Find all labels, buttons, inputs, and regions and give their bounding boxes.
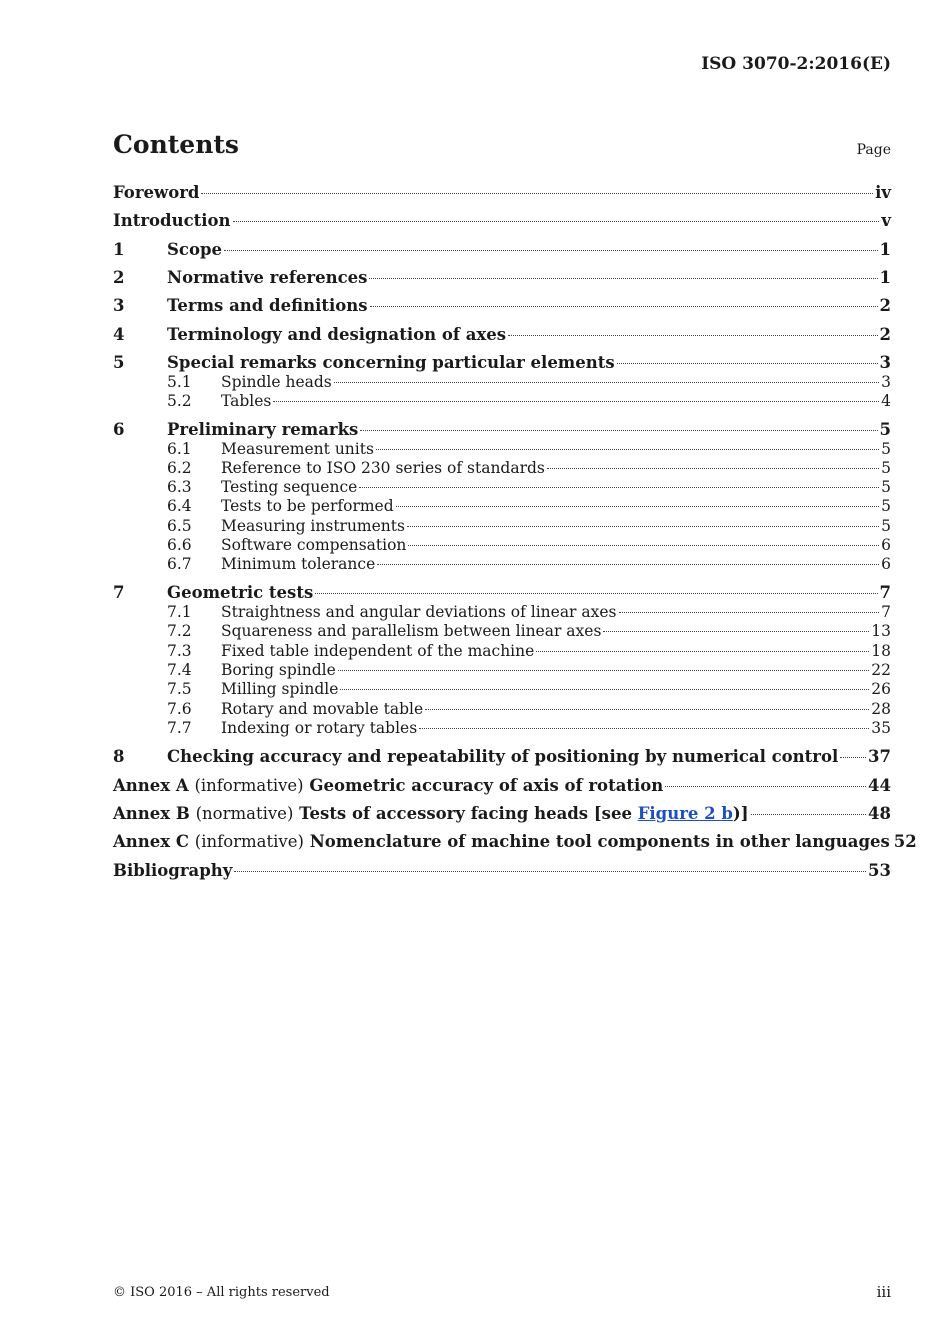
annex-heading — [113, 804, 749, 823]
toc-entry-page: 35 — [871, 719, 891, 737]
annex-label: Annex C — [113, 832, 190, 851]
toc-entry-number: 5.1 — [167, 373, 192, 391]
toc-entry-number: 6.2 — [167, 459, 192, 477]
toc-entry[interactable] — [113, 211, 891, 233]
toc-entry-title: Fixed table independent of the machine — [221, 642, 535, 660]
toc-entry-title: Scope — [167, 240, 223, 259]
toc-entry-page: 52 — [893, 832, 917, 851]
toc-entry-page: 2 — [879, 325, 891, 344]
toc-entry-page: 5 — [881, 517, 891, 535]
toc-entry-title: Tables — [221, 392, 272, 410]
toc-entry-page: 37 — [868, 747, 891, 766]
toc-entry-page: 44 — [868, 776, 891, 795]
dot-leader — [665, 786, 866, 787]
toc-entry[interactable] — [113, 183, 891, 205]
dot-leader — [396, 506, 879, 507]
toc-entry-number: 6.6 — [167, 536, 192, 554]
toc-entry-page: 7 — [879, 583, 891, 602]
toc-entry-title: Terms and definitions — [167, 296, 368, 315]
dot-leader — [376, 449, 879, 450]
toc-entry-page: 1 — [879, 268, 891, 287]
footer-page-number: iii — [876, 1283, 891, 1301]
dot-leader — [508, 335, 877, 336]
toc-entry-page: 5 — [881, 478, 891, 496]
dot-leader — [224, 250, 878, 251]
dot-leader — [359, 487, 879, 488]
toc-entry-title: Minimum tolerance — [221, 555, 376, 573]
dot-leader — [536, 651, 869, 652]
toc-entry-number: 7.4 — [167, 661, 192, 679]
toc-entry-number: 7.1 — [167, 603, 192, 621]
toc-annex-entry[interactable] — [113, 832, 917, 854]
toc-entry-page: 5 — [881, 497, 891, 515]
toc-entry-title: Introduction — [113, 211, 231, 230]
toc-entry-title: Straightness and angular deviations of linear axes — [221, 603, 617, 621]
toc-entry-page: 5 — [881, 440, 891, 458]
annex-heading — [113, 776, 663, 795]
toc-entry-title: Reference to ISO 230 series of standards — [221, 459, 545, 477]
toc-entry-number: 6.7 — [167, 555, 192, 573]
annex-title: Tests of accessory facing heads [see — [299, 804, 638, 823]
toc-entry[interactable] — [113, 268, 891, 290]
toc-entry-page: 6 — [881, 536, 891, 554]
dot-leader — [233, 221, 880, 222]
dot-leader — [840, 757, 866, 758]
dot-leader — [369, 278, 877, 279]
annex-type: (informative) — [194, 832, 304, 851]
dot-leader — [377, 564, 879, 565]
toc-entry-number: 7 — [113, 583, 125, 602]
toc-entry-number: 7.5 — [167, 680, 192, 698]
toc-entry-title: Measuring instruments — [221, 517, 405, 535]
dot-leader — [619, 612, 880, 613]
toc-entry-page: 5 — [879, 420, 891, 439]
toc-entry-title: Squareness and parallelism between linear axes — [221, 622, 602, 640]
page-column-label: Page — [856, 142, 891, 158]
toc-entry[interactable] — [113, 420, 891, 442]
dot-leader — [547, 468, 879, 469]
dot-leader — [338, 670, 869, 671]
dot-leader — [408, 545, 879, 546]
dot-leader — [273, 401, 879, 402]
toc-entry-title: Bibliography — [113, 861, 233, 880]
toc-entry-title: Checking accuracy and repeatability of positioning by numerical control — [167, 747, 839, 766]
toc-bibliography-entry[interactable] — [113, 861, 891, 883]
toc-entry-title: Foreword — [113, 183, 200, 202]
toc-entry-number: 7.3 — [167, 642, 192, 660]
annex-type: (informative) — [194, 776, 304, 795]
toc-entry-page: v — [881, 211, 891, 230]
toc-entry-title: Terminology and designation of axes — [167, 325, 507, 344]
toc-entry-title: Measurement units — [221, 440, 374, 458]
toc-entry-page: 13 — [871, 622, 891, 640]
toc-entry-number: 6.3 — [167, 478, 192, 496]
annex-type: (normative) — [195, 804, 294, 823]
toc-entry-title: Rotary and movable table — [221, 700, 424, 718]
toc-entry-page: 22 — [871, 661, 891, 679]
toc-entry-title: Spindle heads — [221, 373, 332, 391]
toc-entry-title: Indexing or rotary tables — [221, 719, 418, 737]
toc-entry-page: 53 — [868, 861, 891, 880]
toc-entry[interactable] — [113, 240, 891, 262]
annex-heading — [113, 832, 890, 851]
toc-entry-page: 2 — [879, 296, 891, 315]
toc-entry-title: Software compensation — [221, 536, 407, 554]
toc-entry-title: Testing sequence — [221, 478, 358, 496]
toc-entry[interactable] — [113, 747, 891, 769]
toc-entry-page: 18 — [871, 642, 891, 660]
toc-entry-number: 3 — [113, 296, 125, 315]
toc-annex-entry[interactable] — [113, 804, 891, 826]
toc-entry-page: 26 — [871, 680, 891, 698]
dot-leader — [419, 728, 869, 729]
toc-entry-number: 6.5 — [167, 517, 192, 535]
toc-entry-title: Geometric tests — [167, 583, 314, 602]
toc-entry-number: 6 — [113, 420, 125, 439]
footer-copyright: © ISO 2016 – All rights reserved — [113, 1285, 330, 1300]
dot-leader — [407, 526, 879, 527]
toc-entry-number: 2 — [113, 268, 125, 287]
toc-entry[interactable] — [113, 719, 891, 741]
toc-entry-number: 6.1 — [167, 440, 192, 458]
toc-entry-title: Normative references — [167, 268, 368, 287]
toc-entry-page: 3 — [879, 353, 891, 372]
dot-leader — [370, 306, 878, 307]
toc-entry-title: Special remarks concerning particular elements — [167, 353, 615, 372]
dot-leader — [315, 593, 877, 594]
toc-entry-page: 7 — [881, 603, 891, 621]
toc-entry[interactable] — [113, 680, 891, 702]
toc-entry-number: 5 — [113, 353, 125, 372]
toc-entry-number: 4 — [113, 325, 125, 344]
toc-entry-number: 6.4 — [167, 497, 192, 515]
toc-entry[interactable] — [113, 583, 891, 605]
toc-entry[interactable] — [113, 353, 891, 375]
annex-title: Nomenclature of machine tool components in other languages — [309, 832, 890, 851]
toc-entry-title: Boring spindle — [221, 661, 336, 679]
toc-entry-page: 3 — [881, 373, 891, 391]
toc-entry-page: 28 — [871, 700, 891, 718]
toc-title: Contents — [113, 130, 240, 159]
toc-entry-page: iv — [875, 183, 891, 202]
dot-leader — [425, 709, 869, 710]
dot-leader — [617, 363, 878, 364]
dot-leader — [360, 430, 877, 431]
toc-entry-page: 4 — [881, 392, 891, 410]
figure-link[interactable]: Figure 2 b — [637, 804, 733, 823]
dot-leader — [234, 871, 866, 872]
toc-entry-page: 48 — [868, 804, 891, 823]
toc-entry-number: 1 — [113, 240, 125, 259]
toc-entry-number: 5.2 — [167, 392, 192, 410]
toc-entry[interactable] — [113, 622, 891, 644]
dot-leader — [334, 382, 879, 383]
toc-entry-number: 7.7 — [167, 719, 192, 737]
toc-entry-page: 5 — [881, 459, 891, 477]
toc-entry-number: 7.2 — [167, 622, 192, 640]
toc-entry[interactable] — [113, 555, 891, 577]
dot-leader — [751, 814, 867, 815]
toc-entry-title: Milling spindle — [221, 680, 339, 698]
toc-entry-page: 6 — [881, 555, 891, 573]
annex-title: Geometric accuracy of axis of rotation — [309, 776, 664, 795]
toc-annex-entry[interactable] — [113, 776, 891, 798]
toc-entry-page: 1 — [879, 240, 891, 259]
dot-leader — [201, 193, 873, 194]
annex-label: Annex A — [113, 776, 189, 795]
toc-entry[interactable] — [113, 392, 891, 414]
toc-entry-title: Tests to be performed — [221, 497, 394, 515]
toc-entry-title: Preliminary remarks — [167, 420, 359, 439]
toc-entry[interactable] — [113, 325, 891, 347]
toc-entry-number: 8 — [113, 747, 125, 766]
toc-entry-number: 7.6 — [167, 700, 192, 718]
annex-title-end: )] — [732, 804, 749, 823]
toc-entry[interactable] — [113, 296, 891, 318]
dot-leader — [603, 631, 869, 632]
toc-entry[interactable] — [113, 497, 891, 519]
annex-label: Annex B — [113, 804, 190, 823]
dot-leader — [340, 689, 869, 690]
document-id: ISO 3070-2:2016(E) — [701, 54, 891, 74]
